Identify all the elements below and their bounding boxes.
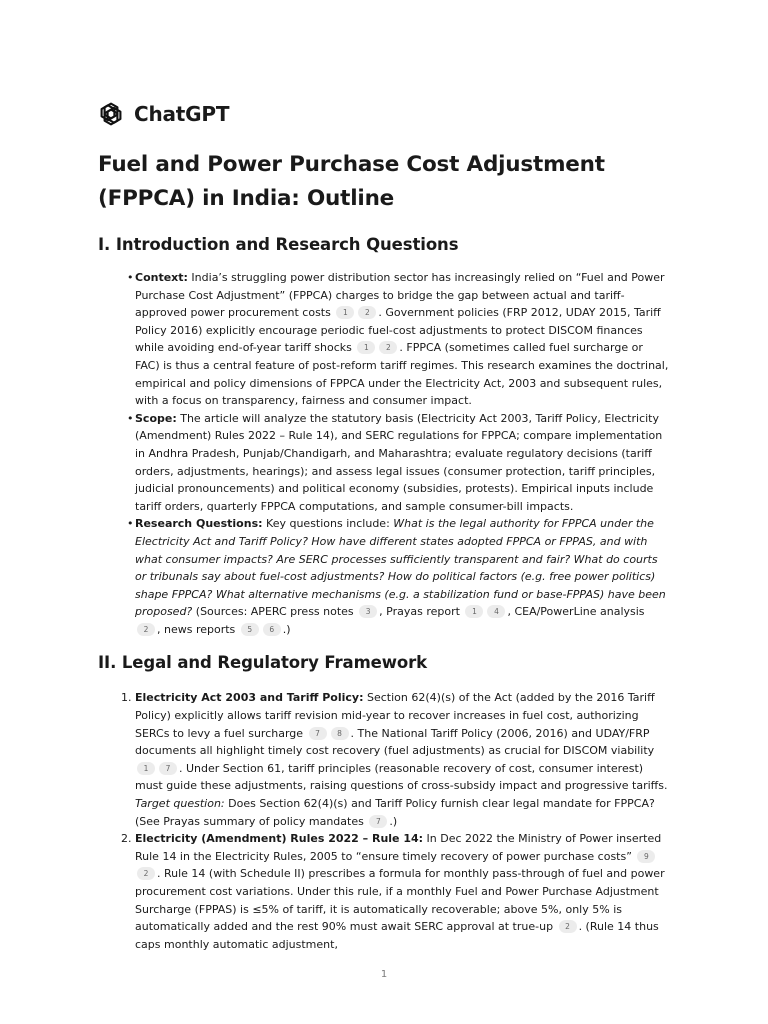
sources-text: (Sources: APERC press notes	[192, 605, 358, 619]
sources-text: , Prayas report	[379, 605, 464, 619]
item-text: . The National Tariff Policy (2006, 2016) and UDAY/FRP documents all highlight timely cost recovery (fuel adjustments) as crucial for DISCOM viability	[135, 726, 655, 758]
list-item-research-questions	[98, 515, 670, 638]
citation-badge[interactable]: 4	[487, 605, 505, 618]
citation-badge[interactable]: 1	[357, 341, 375, 354]
bullet-mark: •	[127, 517, 134, 531]
citation-badge[interactable]: 1	[465, 605, 483, 618]
citation-badge[interactable]: 2	[358, 306, 376, 319]
citation-badge[interactable]: 7	[309, 727, 327, 740]
item-text: . Rule 14 (with Schedule II) prescribes a formula for monthly pass-through of fuel and power procurement cost variations. Under this rule, if a monthly Fuel and Power Purchase Adjustment Surcharge (FPPAS) is ≤5% of tariff, it is automatically recoverable; above 5%, only 5% is automatically added and the rest 90% must await SERC approval at true-up	[135, 867, 665, 934]
item-number: 1.	[121, 691, 132, 705]
legal-framework-list	[98, 689, 670, 953]
context-text: . FPPCA (sometimes called fuel surcharge or FAC) is thus a central feature of post-reform tariff regimes. This research examines the doctrinal, empirical and policy dimensions of FPPCA under the Electricity Act, 2003 and subsequent rules, with a focus on transparency, fairness and consumer impact.	[135, 341, 669, 408]
item-label: Electricity (Amendment) Rules 2022 – Rule 14:	[135, 832, 424, 846]
item-text: Section 62(4)(s) of the Act (added by the 2016 Tariff Policy) explicitly allows tariff revision mid-year to recover increases in fuel cost, authorizing SERCs to levy a fuel surcharge	[135, 691, 655, 740]
bullet-mark: •	[127, 271, 134, 284]
list-item-electricity-act	[98, 689, 670, 830]
citation-badge[interactable]: 1	[336, 306, 354, 319]
citation-badge[interactable]: 2	[379, 341, 397, 354]
bullet-mark: •	[127, 411, 134, 425]
list-item-context	[98, 269, 670, 410]
citation-badge[interactable]: 3	[359, 605, 377, 618]
logo-text: ChatGPT	[134, 102, 230, 126]
citation-badge[interactable]: 2	[137, 867, 155, 880]
scope-text: The article will analyze the statutory basis (Electricity Act 2003, Tariff Policy, Electricity (Amendment) Rules 2022 – Rule 14), and SERC regulations for FPPCA; compare implementation in Andhra Pradesh, Punjab/Chandigarh, and Maharashtra; evaluate regulatory decisions (tariff orders, adjustments, hearings); and assess legal issues (consumer protection, tariff principles, judicial pronouncements) and political economy (subsidies, protests). Empirical inputs include tariff orders, quarterly FPPCA computations, and sample consumer-bill impacts.	[135, 411, 663, 513]
page-number: 1	[380, 969, 388, 980]
item-text: In Dec 2022 the Ministry of Power inserted Rule 14 in the Electricity Rules, 2005 to “ensure timely recovery of power purchase costs”	[135, 832, 662, 863]
citation-badge[interactable]: 7	[369, 815, 387, 828]
context-label: Context:	[135, 271, 188, 284]
research-questions-text: Key questions include:	[262, 517, 394, 531]
research-questions-italic: What is the legal authority for FPPCA under the Electricity Act and Tariff Policy? How have different states adopted FPPCA or FPPAS, and with what consumer impacts? Are SERC processes sufficiently transparent and fair? What do courts or tribunals say about fuel-cost adjustments? How do political factors (e.g. free power politics) shape FPPCA? What alternative mechanisms (e.g. a stabilization fund or base-FPPAS) have been proposed?	[135, 517, 666, 619]
list-item-scope	[98, 410, 670, 516]
citation-badge[interactable]: 9	[637, 850, 655, 863]
citation-badge[interactable]: 7	[159, 762, 177, 775]
item-text: . (Rule 14 thus caps monthly automatic adjustment,	[135, 920, 659, 951]
citation-badge[interactable]: 2	[559, 920, 577, 933]
item-text: .)	[389, 814, 398, 828]
item-text: Does Section 62(4)(s) and Tariff Policy furnish clear legal mandate for FPPCA? (See Prayas summary of policy mandates	[135, 797, 655, 828]
scope-label: Scope:	[135, 411, 177, 425]
citation-badge[interactable]: 8	[331, 727, 349, 740]
section-heading-legal-framework: II. Legal and Regulatory Framework	[98, 653, 428, 673]
citation-badge[interactable]: 5	[241, 623, 259, 636]
chatgpt-logo	[98, 98, 670, 130]
section-heading-introduction: I. Introduction and Research Questions	[98, 235, 459, 254]
item-label: Electricity Act 2003 and Tariff Policy:	[135, 691, 364, 705]
sources-text: , CEA/PowerLine analysis	[507, 605, 645, 619]
context-text: India’s struggling power distribution sector has increasingly relied on “Fuel and Power Purchase Cost Adjustment” (FPPCA) charges to bridge the gap between actual and tariff-approved power procurement costs	[135, 271, 665, 320]
document-title: Fuel and Power Purchase Cost Adjustment (FPPCA) in India: Outline	[98, 152, 605, 211]
openai-knot-icon	[98, 101, 124, 127]
item-text: . Under Section 61, tariff principles (reasonable recovery of cost, consumer interest) must guide these adjustments, raising questions of cross-subsidy impact and progressive tariffs.	[135, 761, 668, 793]
citation-badge[interactable]: 2	[137, 623, 155, 636]
sources-text: , news reports	[157, 622, 239, 636]
introduction-list	[98, 269, 670, 638]
target-question-label: Target question:	[135, 797, 225, 811]
document-page	[98, 98, 670, 953]
sources-text: .)	[282, 622, 291, 636]
list-item-rule-14	[98, 830, 670, 953]
context-text: . Government policies (FRP 2012, UDAY 2015, Tariff Policy 2016) explicitly encourage periodic fuel-cost adjustments to protect DISCOM finances while avoiding end-of-year tariff shocks	[135, 306, 661, 355]
citation-badge[interactable]: 1	[137, 762, 155, 775]
research-questions-label: Research Questions:	[135, 517, 263, 531]
citation-badge[interactable]: 6	[263, 623, 281, 636]
item-number: 2.	[121, 832, 132, 846]
